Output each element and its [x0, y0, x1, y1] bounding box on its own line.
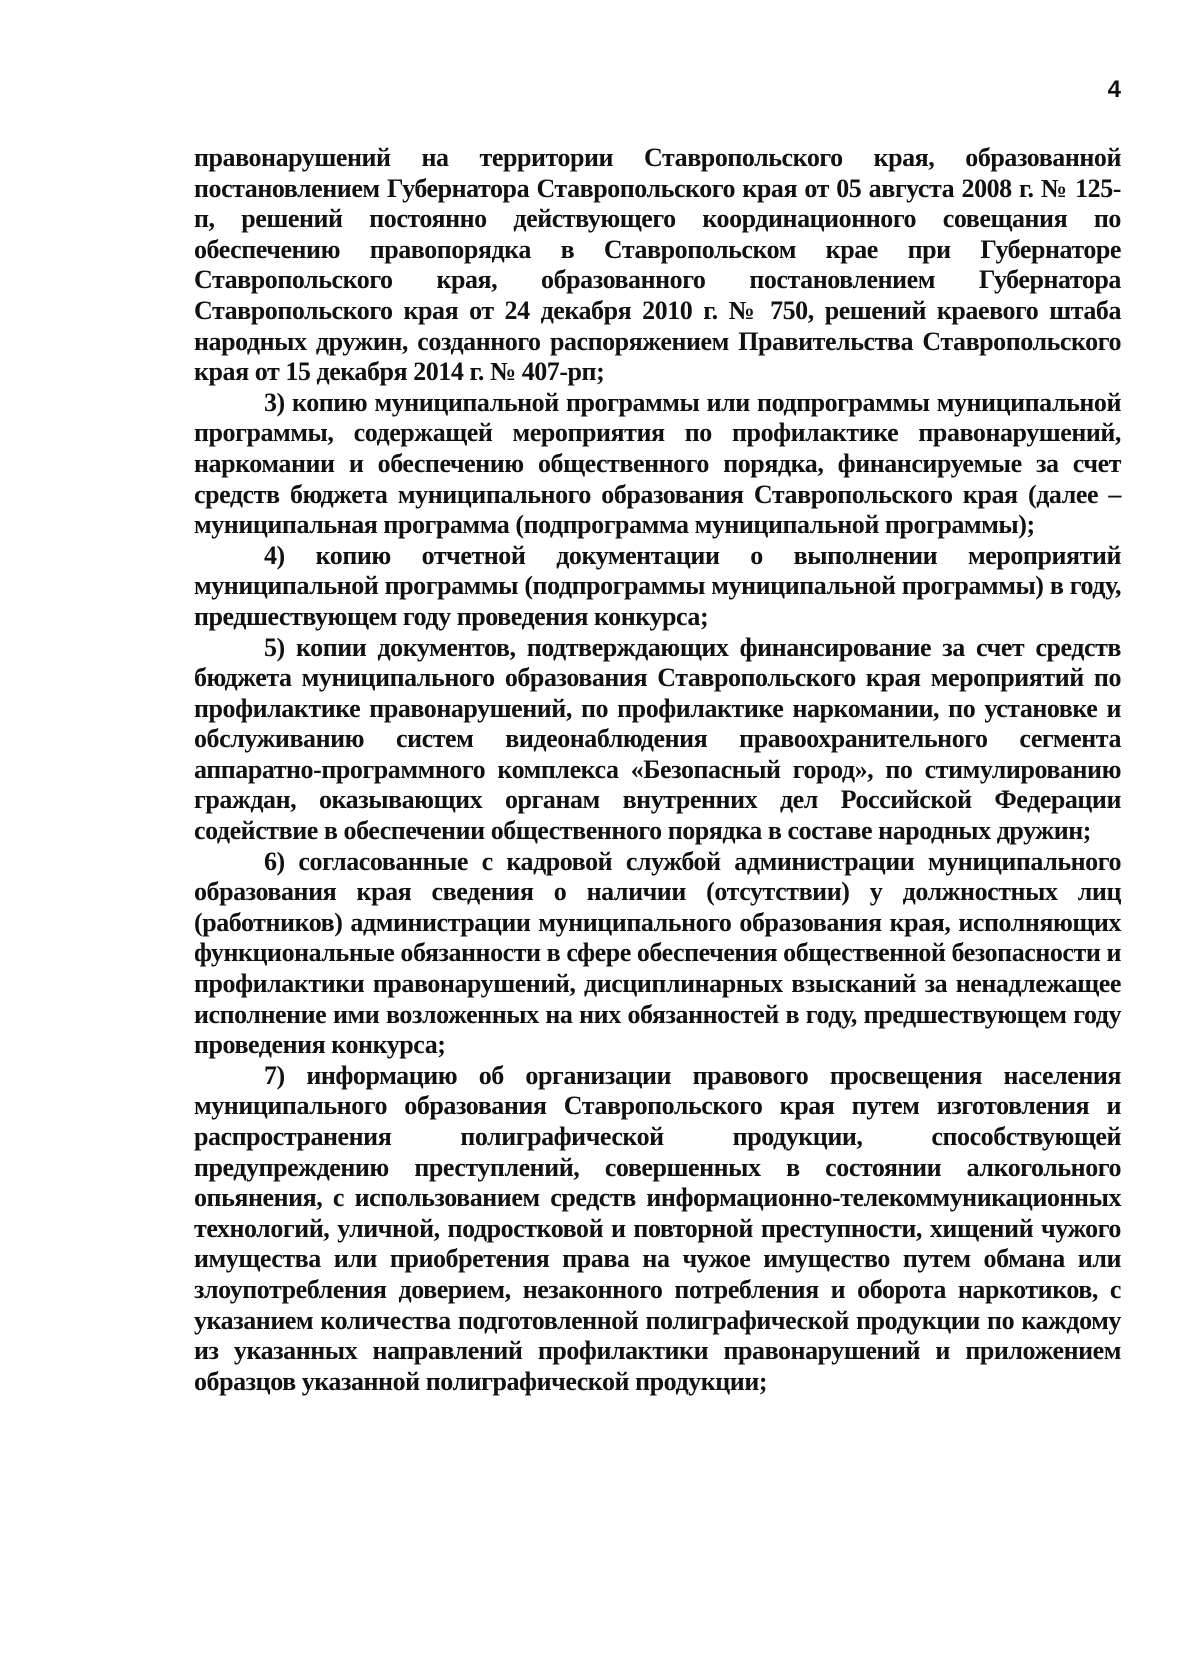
page-number: 4 [1107, 76, 1121, 103]
paragraph-continuation: правонарушений на территории Ставропольского края, образованной постановлением Губернатора Ставропольского края от 05 августа 2008 г. № 125-п, решений постоянно действующего координационного совещания по обеспечению правопорядка в Ставропольском крае при Губернаторе Ставропольского края, образованного постановлением Губернатора Ставропольского края от 24 декабря 2010 г. № 750, решений краевого штаба народных дружин, созданного распоряжением Правительства Ставропольского края от 15 декабря 2014 г. № 407-рп; [194, 143, 1121, 387]
paragraph-item-6: 6) согласованные с кадровой службой администрации муниципального образования края сведения о наличии (отсутствии) у должностных лиц (работников) администрации муниципального образования края, исполняющих функциональные обязанности в сфере обеспечения общественной безопасности и профилактики правонарушений, дисциплинарных взысканий за ненадлежащее исполнение ими возложенных на них обязанностей в году, предшествующем году проведения конкурса; [194, 846, 1121, 1060]
paragraph-item-5: 5) копии документов, подтверждающих финансирование за счет средств бюджета муниципального образования Ставропольского края мероприятий по профилактике правонарушений, по профилактике наркомании, по установке и обслуживанию систем видеонаблюдения правоохранительного сегмента аппаратно-программного комплекса «Безопасный город», по стимулированию граждан, оказывающих органам внутренних дел Российской Федерации содействие в обеспечении общественного порядка в составе народных дружин; [194, 632, 1121, 846]
document-body [194, 143, 1121, 1397]
paragraph-item-4: 4) копию отчетной документации о выполнении мероприятий муниципальной программы (подпрограммы муниципальной программы) в году, предшествующем году проведения конкурса; [194, 540, 1121, 631]
paragraph-item-3: 3) копию муниципальной программы или подпрограммы муниципальной программы, содержащей мероприятия по профилактике правонарушений, наркомании и обеспечению общественного порядка, финансируемые за счет средств бюджета муниципального образования Ставропольского края (далее – муниципальная программа (подпрограмма муниципальной программы); [194, 387, 1121, 540]
paragraph-item-7: 7) информацию об организации правового просвещения населения муниципального образования Ставропольского края путем изготовления и распространения полиграфической продукции, способствующей предупреждению преступлений, совершенных в состоянии алкогольного опьянения, с использованием средств информационно-телекоммуникационных технологий, уличной, подростковой и повторной преступности, хищений чужого имущества или приобретения права на чужое имущество путем обмана или злоупотребления доверием, незаконного потребления и оборота наркотиков, с указанием количества подготовленной полиграфической продукции по каждому из указанных направлений профилактики правонарушений и приложением образцов указанной полиграфической продукции; [194, 1060, 1121, 1396]
